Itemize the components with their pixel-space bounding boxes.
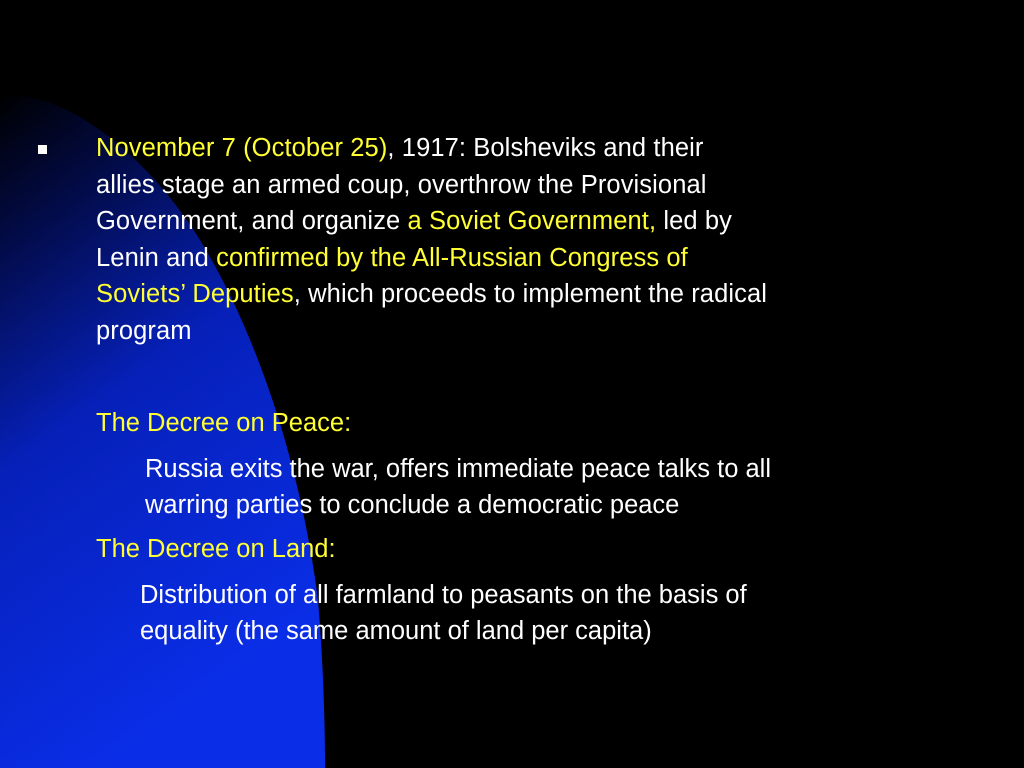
- paragraph-line-5: [96, 276, 996, 313]
- decree-land-heading: The Decree on Land:: [96, 535, 336, 563]
- highlight-text: November 7 (October 25): [96, 134, 388, 162]
- paragraph-line-1: [96, 130, 996, 167]
- body-text: led by: [656, 207, 732, 235]
- body-text: allies stage an armed coup, overthrow the Provisional: [96, 170, 707, 199]
- main-bullet-paragraph: [96, 130, 996, 349]
- paragraph-line-4: [96, 240, 996, 277]
- highlight-text: Soviets’ Deputies: [96, 280, 294, 308]
- decree-peace-line-1: Russia exits the war, offers immediate peace talks to all: [145, 455, 771, 483]
- bullet-square-icon: [38, 145, 47, 154]
- highlight-text: a Soviet Government,: [407, 207, 657, 235]
- decree-peace-line-2: warring parties to conclude a democratic peace: [145, 491, 680, 519]
- decree-land-line-2: equality (the same amount of land per capita): [140, 617, 652, 645]
- body-text: program: [96, 316, 192, 345]
- body-text: , which proceeds to implement the radical: [293, 280, 768, 308]
- decree-peace-heading: The Decree on Peace:: [96, 409, 352, 437]
- body-text: Lenin and: [96, 243, 217, 272]
- paragraph-line-6: [96, 313, 996, 350]
- highlight-text: confirmed by the All-Russian Congress of: [216, 243, 688, 272]
- paragraph-line-2: [96, 167, 996, 204]
- body-text: Government, and organize: [96, 207, 408, 235]
- decree-land-line-1: Distribution of all farmland to peasants on the basis of: [140, 581, 747, 609]
- paragraph-line-3: [96, 203, 996, 240]
- body-text: , 1917: Bolsheviks and their: [387, 134, 704, 162]
